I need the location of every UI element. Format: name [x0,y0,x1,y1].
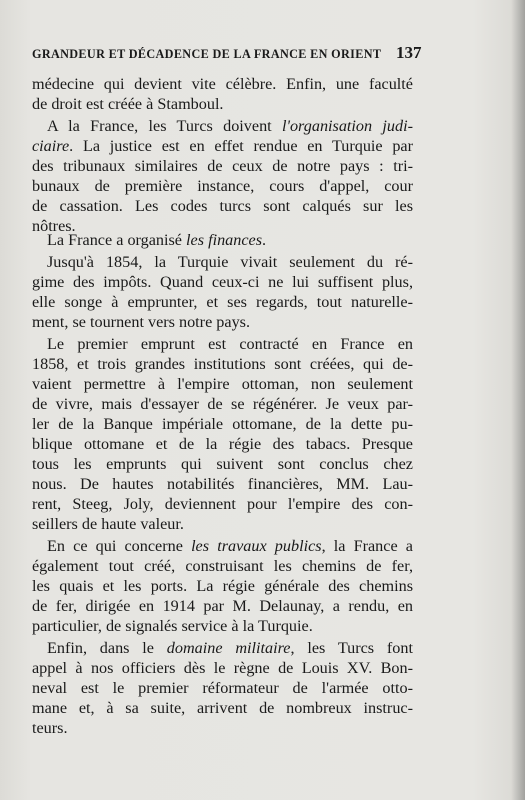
text-line: particulier, de signalés service à la Turquie. [32,617,313,635]
text-line: ment, se tournent vers notre pays. [32,313,251,331]
text-line: tous les emprunts qui suivent sont conclus chez [32,455,413,473]
text-line: de vivre, mais d'essayer de se régénérer. Je veux par- [32,395,413,413]
text-line: Jusqu'à 1854, la Turquie vivait seulement du ré- [47,253,413,271]
text-line: nous. De hautes notabilités financières, MM. Lau- [32,475,413,493]
text-line: 1858, et trois grandes institutions sont créées, qui de- [32,355,413,373]
text-line: de droit est créée à Stamboul. [32,95,224,113]
text-line: En ce qui concerne les travaux publics, la France a [47,537,413,555]
text-line: des tribunaux similaires de ceux de notre pays : tri- [32,157,413,175]
text-line: ciaire. La justice est en effet rendue en Turquie par [32,137,413,155]
text-line: médecine qui devient vite célèbre. Enfin, une faculté [32,75,413,93]
text-line: appel à nos officiers dès le règne de Louis XV. Bon- [32,659,413,677]
text-line: mane et, à sa suite, arrivent de nombreux instruc- [32,699,413,717]
text-line: La France a organisé les finances. [47,231,267,249]
text-line: nôtres. [32,217,76,235]
text-line: bunaux de première instance, cours d'appel, cour [32,177,413,195]
text-line: ler de la Banque impériale ottomane, de la dette pu- [32,415,413,433]
text-line: les quais et les ports. La régie générale des chemins [32,577,413,595]
text-line: A la France, les Turcs doivent l'organisation judi- [47,117,413,135]
page-number: 137 [396,43,422,62]
text-line: de cassation. Les codes turcs sont calqués sur les [32,197,413,215]
text-line: elle songe à emprunter, et ses regards, tout naturelle- [32,293,413,311]
text-line: neval est le premier réformateur de l'armée otto- [32,679,413,697]
text-line: seillers de haute valeur. [32,515,184,533]
text-line: Enfin, dans le domaine militaire, les Turcs font [47,639,413,657]
text-line: Le premier emprunt est contracté en France en [47,335,413,353]
text-line: vaient permettre à l'empire ottoman, non seulement [32,375,413,393]
text-line: blique ottomane et de la régie des tabacs. Presque [32,435,413,453]
text-line: teurs. [32,719,68,737]
running-title: GRANDEUR ET DÉCADENCE DE LA FRANCE EN ORIENT [32,47,382,61]
text-line: également tout créé, construisant les chemins de fer, [32,557,413,575]
text-line: rent, Steeg, Joly, deviennent pour l'empire des con- [32,495,413,513]
text-line: gime des impôts. Quand ceux-ci ne lui suffisent plus, [32,273,413,291]
text-line: de fer, dirigée en 1914 par M. Delaunay, a rendu, en [32,597,413,615]
